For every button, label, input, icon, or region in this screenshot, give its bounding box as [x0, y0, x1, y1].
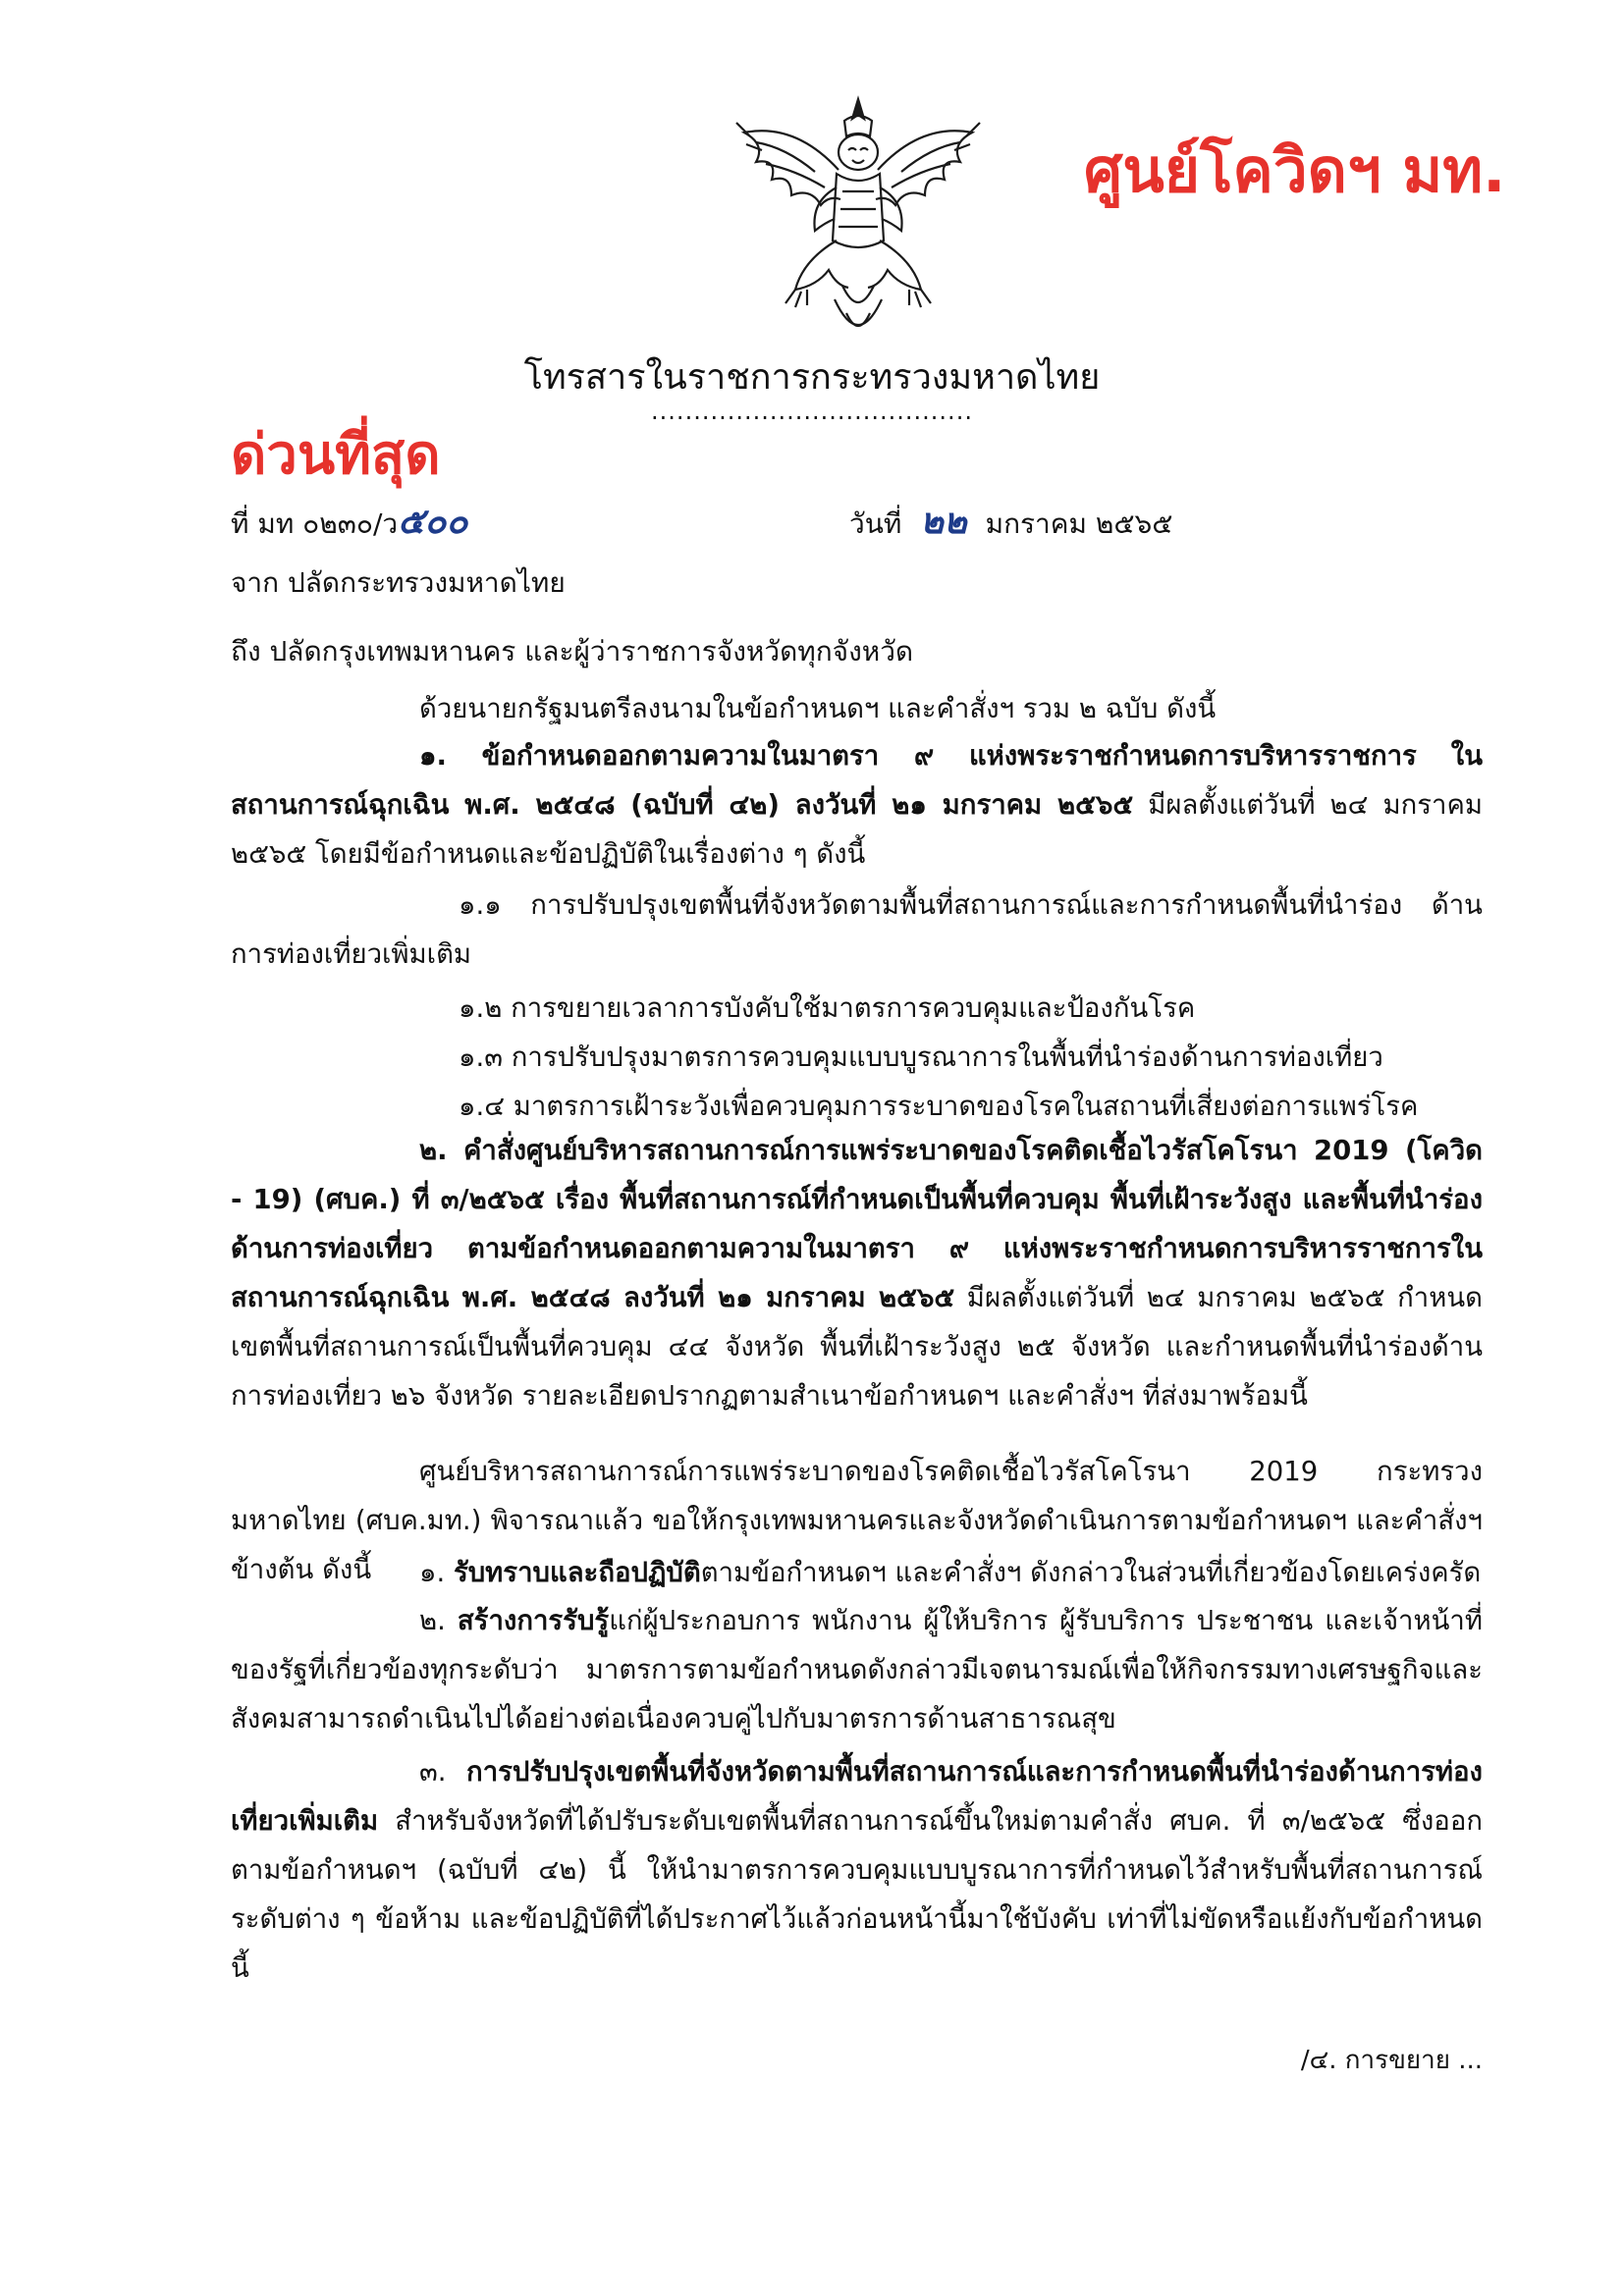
- item-2-rest: มีผลตั้งแต่วันที่ ๒๔ มกราคม ๒๕๖๕ กำหนดเขตพื้นที่สถานการณ์เป็นพื้นที่ควบคุม ๔๔ จังหวัด พื้นที่เฝ้าระวังสูง ๒๕ จังหวัด และกำหนดพื้นที่นำร่องด้านการท่องเที่ยว ๒๖ จังหวัด รายละเอียดปรากฏตามสำเนาข้อกำหนดฯ และคำสั่งฯ ที่ส่งมาพร้อมนี้: [231, 1282, 1483, 1412]
- to-line: ถึง ปลัดกรุงเทพมหานคร และผู้ว่าราชการจังหวัดทุกจังหวัด: [231, 635, 914, 667]
- from-line: จาก ปลัดกระทรวงมหาดไทย: [231, 566, 566, 599]
- action-2: [231, 1596, 1483, 1743]
- reference-label: ที่ มท ๐๒๓๐/ว: [231, 507, 399, 540]
- urgency-stamp: ด่วนที่สุด: [231, 423, 441, 487]
- sub-item-1-4: ๑.๔ มาตรการเฝ้าระวังเพื่อควบคุมการระบาดของโรคในสถานที่เสี่ยงต่อการแพร่โรค: [459, 1091, 1419, 1122]
- action-3-text: สำหรับจังหวัดที่ได้ปรับระดับเขตพื้นที่สถานการณ์ขึ้นใหม่ตามคำสั่ง ศบค. ที่ ๓/๒๕๖๕ ซึ่งออกตามข้อกำหนดฯ (ฉบับที่ ๔๒) นี้ ให้นำมาตรการควบคุมแบบบูรณาการที่กำหนดไว้สำหรับพื้นที่สถานการณ์ระดับต่าง ๆ ข้อห้าม และข้อปฏิบัติที่ได้ประกาศไว้แล้วก่อนหน้านี้มาใช้บังคับ เท่าที่ไม่ขัดหรือแย้งกับข้อกำหนดนี้: [231, 1805, 1483, 1984]
- sub-item-1-1: [231, 881, 1483, 979]
- item-2-paragraph: [231, 1126, 1483, 1420]
- reference-handwritten-number: ๕๐๐: [398, 502, 468, 542]
- item-1-heading-b: ในสถานการณ์ฉุกเฉิน พ.ศ. ๒๕๔๘ (ฉบับที่ ๔๒) ลงวันที่ ๒๑ มกราคม ๒๕๖๕: [231, 740, 1484, 821]
- action-3: [231, 1747, 1483, 1993]
- reference-number: [231, 493, 467, 549]
- action-1-text: ตามข้อกำหนดฯ และคำสั่งฯ ดังกล่าวในส่วนที่เกี่ยวข้องโดยเคร่งครัด: [700, 1557, 1482, 1588]
- garuda-emblem: [727, 93, 990, 356]
- sub-item-1-2: ๑.๒ การขยายเวลาการบังคับใช้มาตรการควบคุมและป้องกันโรค: [459, 992, 1196, 1024]
- action-2-heading: สร้างการรับรู้: [457, 1605, 610, 1636]
- center-stamp: ศูนย์โควิดฯ มท.: [1084, 134, 1506, 206]
- item-1-heading-a: ๑. ข้อกำหนดออกตามความในมาตรา ๙ แห่งพระราชกำหนดการบริหารราชการ: [419, 740, 1417, 772]
- date-month-year: มกราคม ๒๕๖๕: [985, 507, 1173, 540]
- item-1-rest: มีผลตั้งแต่วันที่ ๒๔ มกราคม ๒๕๖๕ โดยมีข้อกำหนดและข้อปฏิบัติในเรื่องต่าง ๆ ดังนี้: [231, 789, 1483, 870]
- action-3-number: ๓.: [419, 1756, 467, 1788]
- sub-item-1-1-text-b: ด้านการท่องเที่ยวเพิ่มเติม: [231, 889, 1483, 970]
- document-title: โทรสารในราชการกระทรวงมหาดไทย: [523, 357, 1101, 398]
- document-date: [849, 493, 1172, 549]
- instruction-paragraph: ศูนย์บริหารสถานการณ์การแพร่ระบาดของโรคติดเชื้อไวรัสโคโรนา 2019 กระทรวงมหาดไทย (ศบค.มท.) พิจารณาแล้ว ขอให้กรุงเทพมหานครและจังหวัดดำเนินการตามข้อกำหนดฯ และคำสั่งฯ ข้างต้น ดังนี้: [231, 1456, 1483, 1585]
- item-2-heading: ๒. คำสั่งศูนย์บริหารสถานการณ์การแพร่ระบาดของโรคติดเชื้อไวรัสโคโรนา 2019 (โควิด - 19) (ศบค.) ที่ ๓/๒๕๖๕ เรื่อง พื้นที่สถานการณ์ที่กำหนดเป็นพื้นที่ควบคุม พื้นที่เฝ้าระวังสูง และพื้นที่นำร่องด้านการท่องเที่ยว ตามข้อกำหนดออกตามความในมาตรา ๙ แห่งพระราชกำหนดการบริหารราชการในสถานการณ์ฉุกเฉิน พ.ศ. ๒๕๔๘ ลงวันที่ ๒๑ มกราคม ๒๕๖๕: [231, 1135, 1483, 1313]
- item-1-paragraph: [231, 731, 1483, 879]
- date-handwritten-day: ๒๒: [920, 502, 967, 542]
- action-2-text: แก่ผู้ประกอบการ พนักงาน ผู้ให้บริการ ผู้รับบริการ ประชาชน และเจ้าหน้าที่ของรัฐที่เกี่ยวข้องทุกระดับว่า มาตรการตามข้อกำหนดดังกล่าวมีเจตนารมณ์เพื่อให้กิจกรรมทางเศรษฐกิจและสังคมสามารถดำเนินไปได้อย่างต่อเนื่องควบคู่ไปกับมาตรการด้านสาธารณสุข: [231, 1605, 1483, 1735]
- date-label: วันที่: [849, 507, 902, 540]
- title-underline-dots: ......................................: [651, 398, 973, 425]
- sub-item-1-3: ๑.๓ การปรับปรุงมาตรการควบคุมแบบบูรณาการในพื้นที่นำร่องด้านการท่องเที่ยว: [459, 1041, 1383, 1073]
- action-3-heading: การปรับปรุงเขตพื้นที่จังหวัดตามพื้นที่สถานการณ์และการกำหนดพื้นที่นำร่องด้านการท่องเที่ยวเพิ่มเติม: [231, 1756, 1483, 1837]
- intro-text: ด้วยนายกรัฐมนตรีลงนามในข้อกำหนดฯ และคำสั่งฯ รวม ๒ ฉบับ ดังนี้: [419, 693, 1217, 724]
- continuation-marker: /๔. การขยาย ...: [1300, 2046, 1483, 2075]
- action-1: [419, 1551, 1481, 1594]
- action-1-number: ๑.: [419, 1557, 454, 1588]
- action-2-number: ๒.: [419, 1605, 458, 1636]
- sub-item-1-1-text-a: ๑.๑ การปรับปรุงเขตพื้นที่จังหวัดตามพื้นที่สถานการณ์และการกำหนดพื้นที่นำร่อง: [459, 889, 1403, 921]
- action-1-heading: รับทราบและถือปฏิบัติ: [453, 1557, 701, 1588]
